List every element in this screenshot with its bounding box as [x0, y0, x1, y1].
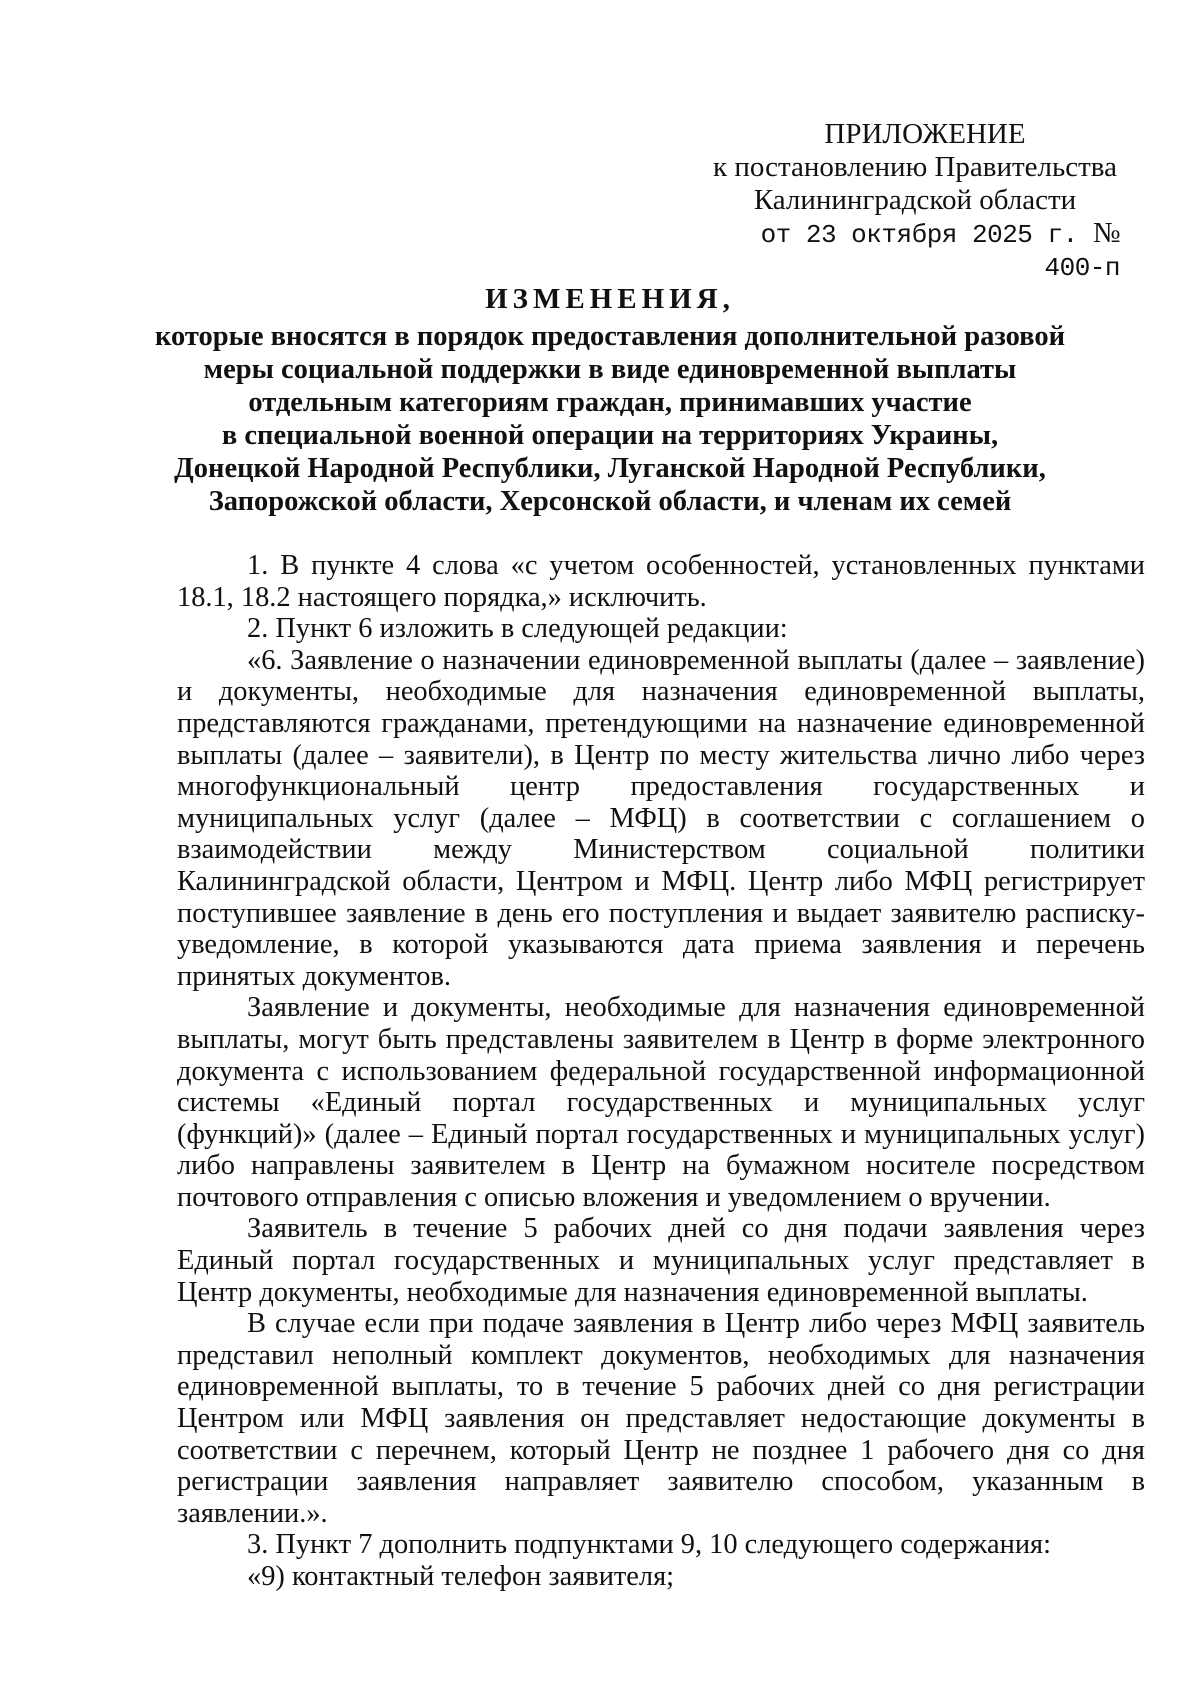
heading-line: в специальной военной операции на территориях Украины,: [221, 420, 999, 451]
body-paragraph: В случае если при подаче заявления в Центр либо через МФЦ заявитель представил неполный комплект документов, необходимых для назначения единовременной выплаты, то в течение 5 рабочих дней со дня регистрации Центром или МФЦ заявления он представляет недостающие документы в соответствии с перечнем, который Центр не позднее 1 рабочего дня со дня регистрации заявления направляет заявителю способом, указанным в заявлении.».: [177, 1308, 1145, 1529]
heading-line: меры социальной поддержки в виде единовременной выплаты: [203, 354, 1017, 385]
heading-line: которые вносятся в порядок предоставления дополнительной разовой: [154, 321, 1066, 352]
body-paragraph: 3. Пункт 7 дополнить подпунктами 9, 10 следующего содержания:: [247, 1529, 1051, 1561]
document-heading: [150, 283, 1070, 518]
heading-line: отдельным категориям граждан, принимавших участие: [248, 387, 972, 418]
appendix-number: 400-п: [1044, 253, 1120, 283]
heading-title: ИЗМЕНЕНИЯ,: [485, 283, 735, 315]
appendix-block: [700, 118, 1130, 285]
body-paragraph: Заявитель в течение 5 рабочих дней со дня подачи заявления через Единый портал государственных и муниципальных услуг представляет в Центр документы, необходимые для назначения единовременной выплаты.: [177, 1213, 1145, 1308]
appendix-date: от 23 октября 2025 г.: [760, 220, 1078, 250]
body-paragraph: 1. В пункте 4 слова «с учетом особенностей, установленных пунктами 18.1, 18.2 настоящего порядка,» исключить.: [177, 550, 1145, 613]
heading-line: Донецкой Народной Республики, Луганской Народной Республики,: [174, 453, 1046, 484]
appendix-date-line: [700, 217, 1130, 285]
appendix-line-region: Калининградской области: [753, 184, 1077, 216]
appendix-title: ПРИЛОЖЕНИЕ: [824, 118, 1026, 150]
body-paragraph: «6. Заявление о назначении единовременной выплаты (далее – заявление) и документы, необходимые для назначения единовременной выплаты, представляются гражданами, претендующими на назначение единовременной выплаты (далее – заявители), в Центр по месту жительства лично либо через многофункциональный центр предоставления государственных и муниципальных услуг (далее – МФЦ) в соответствии с соглашением о взаимодействии между Министерством социальной политики Калининградской области, Центром и МФЦ. Центр либо МФЦ регистрирует поступившее заявление в день его поступления и выдает заявителю расписку-уведомление, в которой указываются дата приема заявления и перечень принятых документов.: [177, 644, 1145, 992]
body-paragraph: 2. Пункт 6 изложить в следующей редакции:: [247, 613, 788, 645]
appendix-number-sign: №: [1092, 217, 1120, 249]
body-paragraph: Заявление и документы, необходимые для назначения единовременной выплаты, могут быть представлены заявителем в Центр в форме электронного документа с использованием федеральной государственной информационной системы «Единый портал государственных и муниципальных услуг (функций)» (далее – Единый портал государственных и муниципальных услуг) либо направлены заявителем в Центр на бумажном носителе посредством почтового отправления с описью вложения и уведомлением о вручении.: [177, 992, 1145, 1213]
body-paragraph: «9) контактный телефон заявителя;: [247, 1561, 675, 1592]
document-body: [177, 550, 1145, 1593]
appendix-line-resolution: к постановлению Правительства: [713, 151, 1117, 183]
heading-line: Запорожской области, Херсонской области, и членам их семей: [208, 486, 1012, 517]
